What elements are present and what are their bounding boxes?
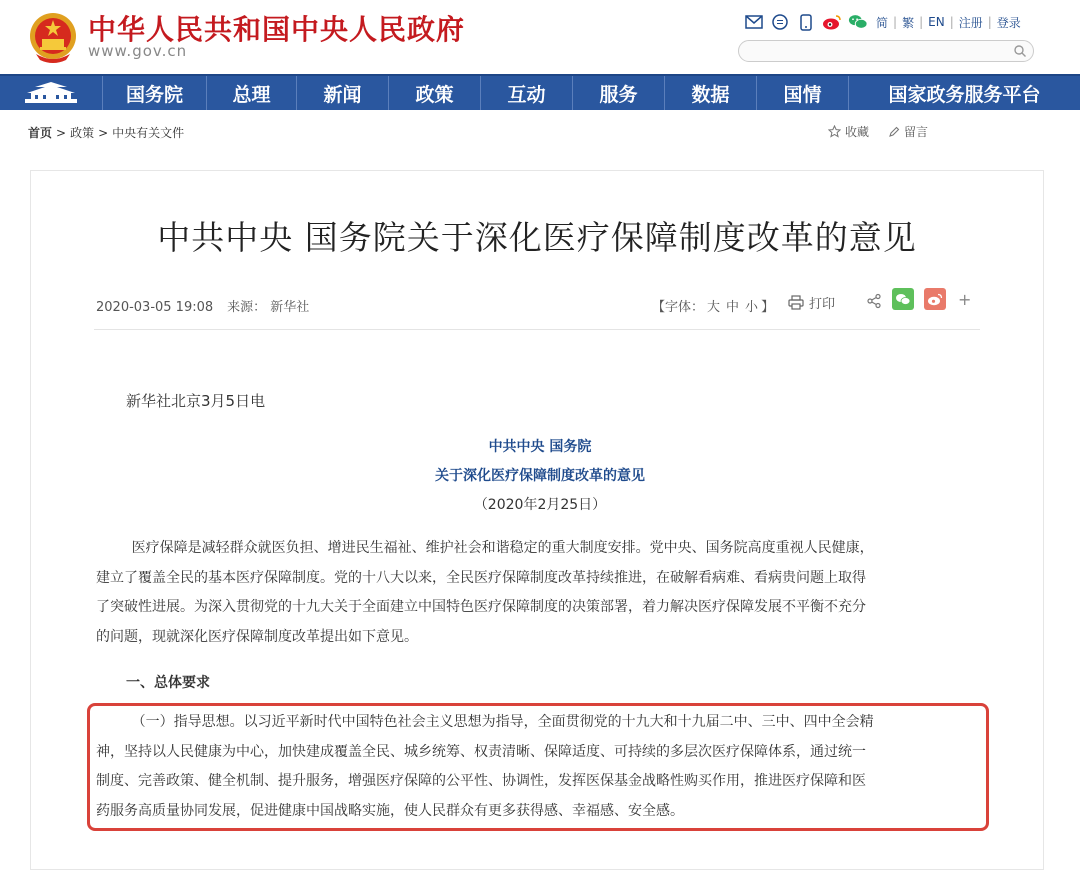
divider: | <box>987 15 992 29</box>
simplified-chinese-link[interactable]: 简 <box>876 15 889 30</box>
nav-item-gov-service-platform[interactable]: 国家政务服务平台 <box>848 76 1080 110</box>
wechat-icon[interactable] <box>848 13 868 31</box>
article-meta <box>96 296 309 315</box>
guiding-thought-paragraph <box>96 708 874 826</box>
search-box <box>738 40 1034 62</box>
share-icon[interactable] <box>866 293 882 309</box>
site-name[interactable]: 中华人民共和国中央人民政府 <box>88 13 466 46</box>
mail-icon[interactable] <box>744 13 764 31</box>
share-wechat-button[interactable] <box>892 288 914 310</box>
nav-item-premier[interactable]: 总理 <box>206 76 296 110</box>
divider: | <box>919 15 924 29</box>
article-title: 中共中央 国务院关于深化医疗保障制度改革的意见 <box>157 218 917 257</box>
message-label: 留言 <box>904 125 929 139</box>
wechat-icon <box>895 293 911 306</box>
mobile-icon[interactable] <box>796 13 816 31</box>
font-size-bracket: 】 <box>761 300 775 315</box>
chat-icon[interactable] <box>770 13 790 31</box>
site-header <box>0 0 1080 74</box>
nav-item-interaction[interactable]: 互动 <box>480 76 572 110</box>
search-icon[interactable] <box>1013 44 1027 58</box>
nav-item-state-council[interactable]: 国务院 <box>102 76 206 110</box>
intro-paragraph <box>96 534 874 652</box>
font-size-label: 【字体： <box>652 300 705 315</box>
pencil-icon <box>888 126 900 138</box>
font-size-large[interactable]: 大 <box>707 300 721 315</box>
search-input[interactable] <box>749 44 999 58</box>
paragraph-line: （一）指导思想。以习近平新时代中国特色社会主义思想为指导，全面贯彻党的十九大和十九届二中、三中、四中全会精 <box>96 714 874 730</box>
header-icon-bar <box>744 12 1021 32</box>
publish-datetime: 2020-03-05 19:08 <box>96 300 214 315</box>
register-link[interactable]: 注册 <box>958 15 983 30</box>
tiananmen-icon[interactable] <box>0 76 102 110</box>
font-size-medium[interactable]: 中 <box>726 300 740 315</box>
nav-item-policy[interactable]: 政策 <box>388 76 480 110</box>
nav-item-national-conditions[interactable]: 国情 <box>756 76 848 110</box>
font-size-switcher <box>652 296 774 315</box>
weibo-icon[interactable] <box>822 13 842 31</box>
message-button[interactable] <box>888 123 928 140</box>
header-links <box>876 14 1021 31</box>
nav-item-news[interactable]: 新闻 <box>296 76 388 110</box>
star-icon <box>828 125 841 138</box>
traditional-chinese-link[interactable]: 繁 <box>902 15 915 30</box>
favorite-button[interactable] <box>828 123 869 140</box>
article-source: 来源： 新华社 <box>227 300 310 315</box>
breadcrumb-separator: > <box>98 126 109 140</box>
breadcrumb-separator: > <box>56 126 67 140</box>
print-label: 打印 <box>809 297 836 312</box>
divider: | <box>949 15 954 29</box>
paragraph-line: 制度、完善政策、健全机制、提升服务，增强医疗保障的公平性、协调性，发挥医保基金战略性购买作用，推进医疗保障和医 <box>96 773 866 789</box>
weibo-icon <box>927 293 943 306</box>
site-url: www.gov.cn <box>88 42 188 60</box>
breadcrumb-home[interactable]: 首页 <box>28 126 53 140</box>
nav-item-data[interactable]: 数据 <box>664 76 756 110</box>
paragraph-line: 药服务高质量协同发展，促进健康中国战略实施，使人民群众有更多获得感、幸福感、安全感。 <box>96 802 684 819</box>
paragraph-line: 的问题，现就深化医疗保障制度改革提出如下意见。 <box>96 628 418 645</box>
meta-divider <box>94 329 980 330</box>
national-emblem-icon[interactable] <box>28 10 78 64</box>
main-nav <box>0 74 1080 110</box>
paragraph-line: 医疗保障是减轻群众就医负担、增进民生福祉、维护社会和谐稳定的重大制度安排。党中央、国务院高度重视人民健康， <box>96 540 874 556</box>
favorite-label: 收藏 <box>845 125 870 139</box>
paragraph-line: 神，坚持以人民健康为中心，加快建成覆盖全民、城乡统筹、权责清晰、保障适度、可持续的多层次医疗保障体系，通过统一 <box>96 743 866 760</box>
english-link[interactable]: EN <box>928 15 945 29</box>
print-button[interactable] <box>788 293 835 312</box>
breadcrumb-current[interactable]: 中央有关文件 <box>112 126 185 140</box>
section-heading: 一、总体要求 <box>126 675 210 691</box>
breadcrumb <box>28 124 184 141</box>
share-weibo-button[interactable] <box>924 288 946 310</box>
printer-icon <box>788 295 804 310</box>
document-date: （2020年2月25日） <box>473 497 607 513</box>
document-issuer: 中共中央 国务院 <box>488 439 592 455</box>
login-link[interactable]: 登录 <box>996 15 1021 30</box>
divider: | <box>893 15 898 29</box>
more-share-plus-icon[interactable]: + <box>958 290 972 309</box>
nav-item-services[interactable]: 服务 <box>572 76 664 110</box>
breadcrumb-policy[interactable]: 政策 <box>70 126 95 140</box>
article-dateline: 新华社北京3月5日电 <box>126 392 266 410</box>
paragraph-line: 建立了覆盖全民的基本医疗保障制度。党的十八大以来，全民医疗保障制度改革持续推进，在破解看病难、看病贵问题上取得 <box>96 569 866 586</box>
paragraph-line: 了突破性进展。为深入贯彻党的十九大关于全面建立中国特色医疗保障制度的决策部署，着力解决医疗保障发展不平衡不充分 <box>96 599 866 615</box>
document-title: 关于深化医疗保障制度改革的意见 <box>435 468 645 484</box>
font-size-small[interactable]: 小 <box>745 300 759 315</box>
